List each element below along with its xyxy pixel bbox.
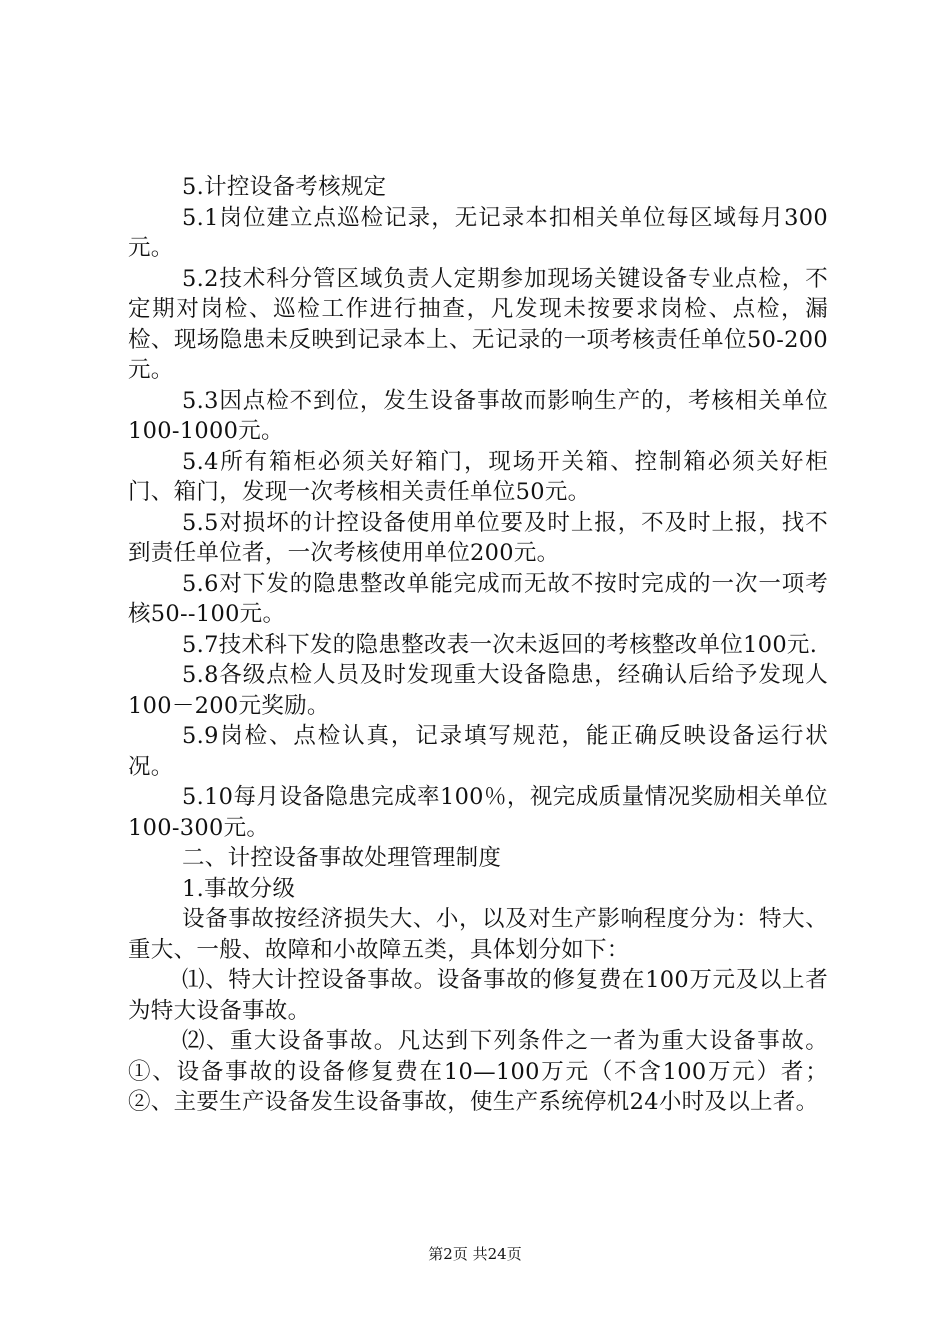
rule-5-7: 5.7技术科下发的隐患整改表一次未返回的考核整改单位100元. <box>182 631 818 658</box>
rule-5-4: 5.4所有箱柜必须关好箱门，现场开关箱、控制箱必须关好柜门、箱门，发现一次考核相关责任单位50元。 <box>128 448 828 505</box>
rule-5-9: 5.9岗检、点检认真，记录填写规范，能正确反映设备运行状况。 <box>128 723 828 780</box>
rule-5-8: 5.8各级点检人员及时发现重大设备隐患，经确认后给予发现人100－200元奖励。 <box>128 662 828 719</box>
rule-5-6: 5.6对下发的隐患整改单能完成而无故不按时完成的一次一项考核50--100元。 <box>128 570 828 627</box>
classification-item-1: ⑴、特大计控设备事故。设备事故的修复费在100万元及以上者为特大设备事故。 <box>128 967 828 1024</box>
rule-5-1: 5.1岗位建立点巡检记录，无记录本扣相关单位每区域每月300元。 <box>128 204 828 261</box>
section-heading-5: 5.计控设备考核规定 <box>182 174 387 200</box>
classification-intro: 设备事故按经济损失大、小，以及对生产影响程度分为：特大、重大、一般、故障和小故障五类，具体划分如下： <box>128 906 828 963</box>
chapter-heading-2: 二、计控设备事故处理管理制度 <box>182 845 502 871</box>
subsection-heading-1: 1.事故分级 <box>182 875 296 902</box>
rule-5-3: 5.3因点检不到位，发生设备事故而影响生产的，考核相关单位100-1000元。 <box>128 387 828 444</box>
page-number-footer: 第2页 共24页 <box>428 1245 522 1263</box>
rule-5-5: 5.5对损坏的计控设备使用单位要及时上报，不及时上报，找不到责任单位者，一次考核使用单位200元。 <box>128 509 828 566</box>
document-body <box>128 172 828 1118</box>
rule-5-2: 5.2技术科分管区域负责人定期参加现场关键设备专业点检，不定期对岗检、巡检工作进行抽查，凡发现未按要求岗检、点检，漏检、现场隐患未反映到记录本上、无记录的一项考核责任单位50-200元。 <box>128 265 828 383</box>
classification-item-2: ⑵、重大设备事故。凡达到下列条件之一者为重大设备事故。①、设备事故的设备修复费在10—100万元（不含100万元）者；②、主要生产设备发生设备事故，使生产系统停机24小时及以上者。 <box>128 1028 828 1115</box>
rule-5-10: 5.10每月设备隐患完成率100％，视完成质量情况奖励相关单位100-300元。 <box>128 784 828 841</box>
